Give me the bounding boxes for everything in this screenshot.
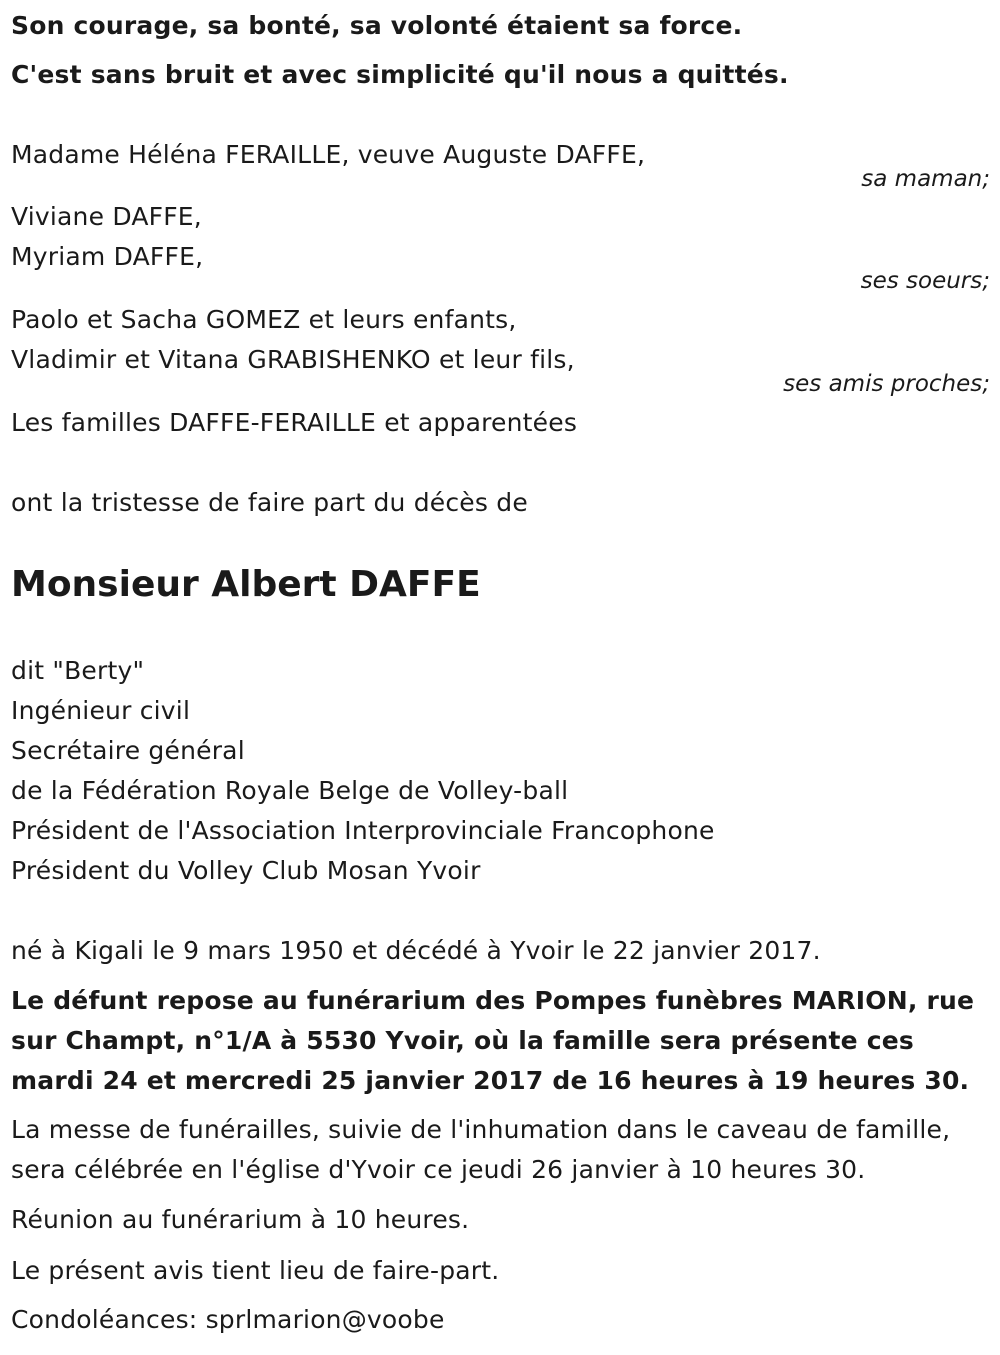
- deceased-name: Monsieur Albert DAFFE: [11, 564, 481, 605]
- deceased-title-1: Ingénieur civil: [11, 696, 191, 725]
- families-line: Les familles DAFFE-FERAILLE et apparentées: [11, 408, 578, 437]
- relation-friends: ses amis proches;: [783, 371, 990, 397]
- deceased-title-5: Président du Volley Club Mosan Yvoir: [11, 856, 481, 885]
- deceased-nickname: dit "Berty": [11, 656, 145, 685]
- mass-paragraph: La messe de funérailles, suivie de l'inhumation dans le caveau de famille, sera célébrée en l'église d'Yvoir ce jeudi 26 janvier à 10 heures 30.: [11, 1115, 951, 1184]
- friend-2: Vladimir et Vitana GRABISHENKO et leur fils,: [11, 345, 575, 374]
- friend-1: Paolo et Sacha GOMEZ et leurs enfants,: [11, 305, 517, 334]
- deceased-title-4: Président de l'Association Interprovinciale Francophone: [11, 816, 715, 845]
- notice-line: Le présent avis tient lieu de faire-part.: [11, 1256, 500, 1285]
- announcement: ont la tristesse de faire part du décès de: [11, 488, 528, 517]
- relation-sisters: ses soeurs;: [860, 268, 990, 294]
- meeting-line: Réunion au funérarium à 10 heures.: [11, 1205, 470, 1234]
- condolences-line: Condoléances: sprlmarion@voobe: [11, 1305, 445, 1334]
- epigraph-line-2: C'est sans bruit et avec simplicité qu'il nous a quittés.: [11, 60, 789, 89]
- deceased-title-3: de la Fédération Royale Belge de Volley-ball: [11, 776, 569, 805]
- deceased-title-2: Secrétaire général: [11, 736, 245, 765]
- birth-death-line: né à Kigali le 9 mars 1950 et décédé à Yvoir le 22 janvier 2017.: [11, 936, 821, 965]
- family-sister-2: Myriam DAFFE,: [11, 242, 204, 271]
- viewing-paragraph: Le défunt repose au funérarium des Pompes funèbres MARION, rue sur Champt, n°1/A à 5530 Yvoir, où la famille sera présente ces mardi 24 et mercredi 25 janvier 2017 de 16 heures à 19 heures 30.: [11, 986, 975, 1095]
- epigraph-line-1: Son courage, sa bonté, sa volonté étaient sa force.: [11, 11, 743, 40]
- relation-mother: sa maman;: [861, 166, 990, 192]
- family-sister-1: Viviane DAFFE,: [11, 202, 202, 231]
- family-mother: Madame Héléna FERAILLE, veuve Auguste DAFFE,: [11, 140, 646, 169]
